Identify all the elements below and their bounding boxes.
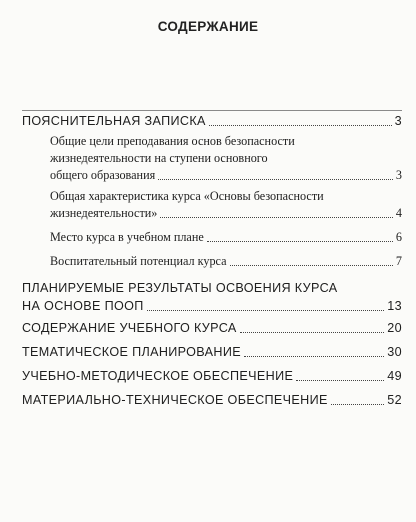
toc-entry-label: ТЕМАТИЧЕСКОЕ ПЛАНИРОВАНИЕ: [22, 345, 241, 359]
toc-entry-label: СОДЕРЖАНИЕ УЧЕБНОГО КУРСА: [22, 321, 237, 335]
toc-leader-dots: [296, 380, 384, 381]
toc-leader-dots: [160, 217, 393, 218]
toc-top-divider: [22, 110, 402, 111]
toc-entry-label-line-2: НА ОСНОВЕ ПООП: [22, 299, 144, 313]
toc-entry-label: МАТЕРИАЛЬНО-ТЕХНИЧЕСКОЕ ОБЕСПЕЧЕНИЕ: [22, 393, 328, 407]
toc-page-number: 3: [394, 114, 402, 128]
toc-page-number: 20: [387, 321, 402, 335]
toc-page-number: 7: [395, 254, 402, 268]
toc-entry-course-place[interactable]: [0, 229, 402, 246]
toc-leader-dots: [331, 404, 385, 405]
toc-entry-methodical-support[interactable]: [0, 367, 402, 385]
toc-page-number: 13: [387, 299, 402, 313]
toc-entry-material-support[interactable]: [0, 391, 402, 409]
toc-entry-label-line-2: жизнедеятельности»: [50, 206, 158, 220]
toc-entry-label-line-3: общего образования: [50, 168, 156, 182]
page-title: СОДЕРЖАНИЕ: [157, 19, 259, 34]
toc-entry-label-line-1: Общие цели преподавания основ безопасности: [50, 134, 295, 148]
toc-entry-thematic-planning[interactable]: [0, 343, 402, 361]
toc-page-number: 30: [387, 345, 402, 359]
toc-page-number: 4: [395, 206, 402, 220]
toc-leader-dots: [158, 179, 393, 180]
toc-entry-label-line-1: Общая характеристика курса «Основы безопасности: [50, 189, 324, 203]
toc-entry-course-content[interactable]: [0, 319, 402, 337]
toc-leader-dots: [230, 265, 393, 266]
toc-entry-general-goals[interactable]: [0, 133, 402, 184]
toc-leader-dots: [240, 332, 385, 333]
toc-entry-educational-potential[interactable]: [0, 253, 402, 270]
toc-page-number: 3: [395, 168, 402, 182]
toc-entry-label: Воспитательный потенциал курса: [50, 254, 227, 268]
toc-page-number: 52: [387, 393, 402, 407]
toc-leader-dots: [147, 310, 385, 311]
toc-entry-label: УЧЕБНО-МЕТОДИЧЕСКОЕ ОБЕСПЕЧЕНИЕ: [22, 369, 294, 383]
toc-page-number: 6: [395, 230, 402, 244]
toc-entry-planned-results[interactable]: [0, 279, 402, 315]
toc-entry-label: ПОЯСНИТЕЛЬНАЯ ЗАПИСКА: [22, 114, 206, 128]
toc-entry-explanatory-note[interactable]: [0, 112, 402, 130]
toc-entry-label: Место курса в учебном плане: [50, 230, 204, 244]
toc-entry-label-line-1: ПЛАНИРУЕМЫЕ РЕЗУЛЬТАТЫ ОСВОЕНИЯ КУРСА: [22, 281, 338, 295]
toc-leader-dots: [244, 356, 384, 357]
toc-leader-dots: [207, 241, 393, 242]
toc-page-number: 49: [387, 369, 402, 383]
toc-entry-course-overview[interactable]: [0, 188, 402, 222]
toc-leader-dots: [209, 125, 392, 126]
toc-entry-label-line-2: жизнедеятельности на ступени основного: [50, 151, 268, 165]
